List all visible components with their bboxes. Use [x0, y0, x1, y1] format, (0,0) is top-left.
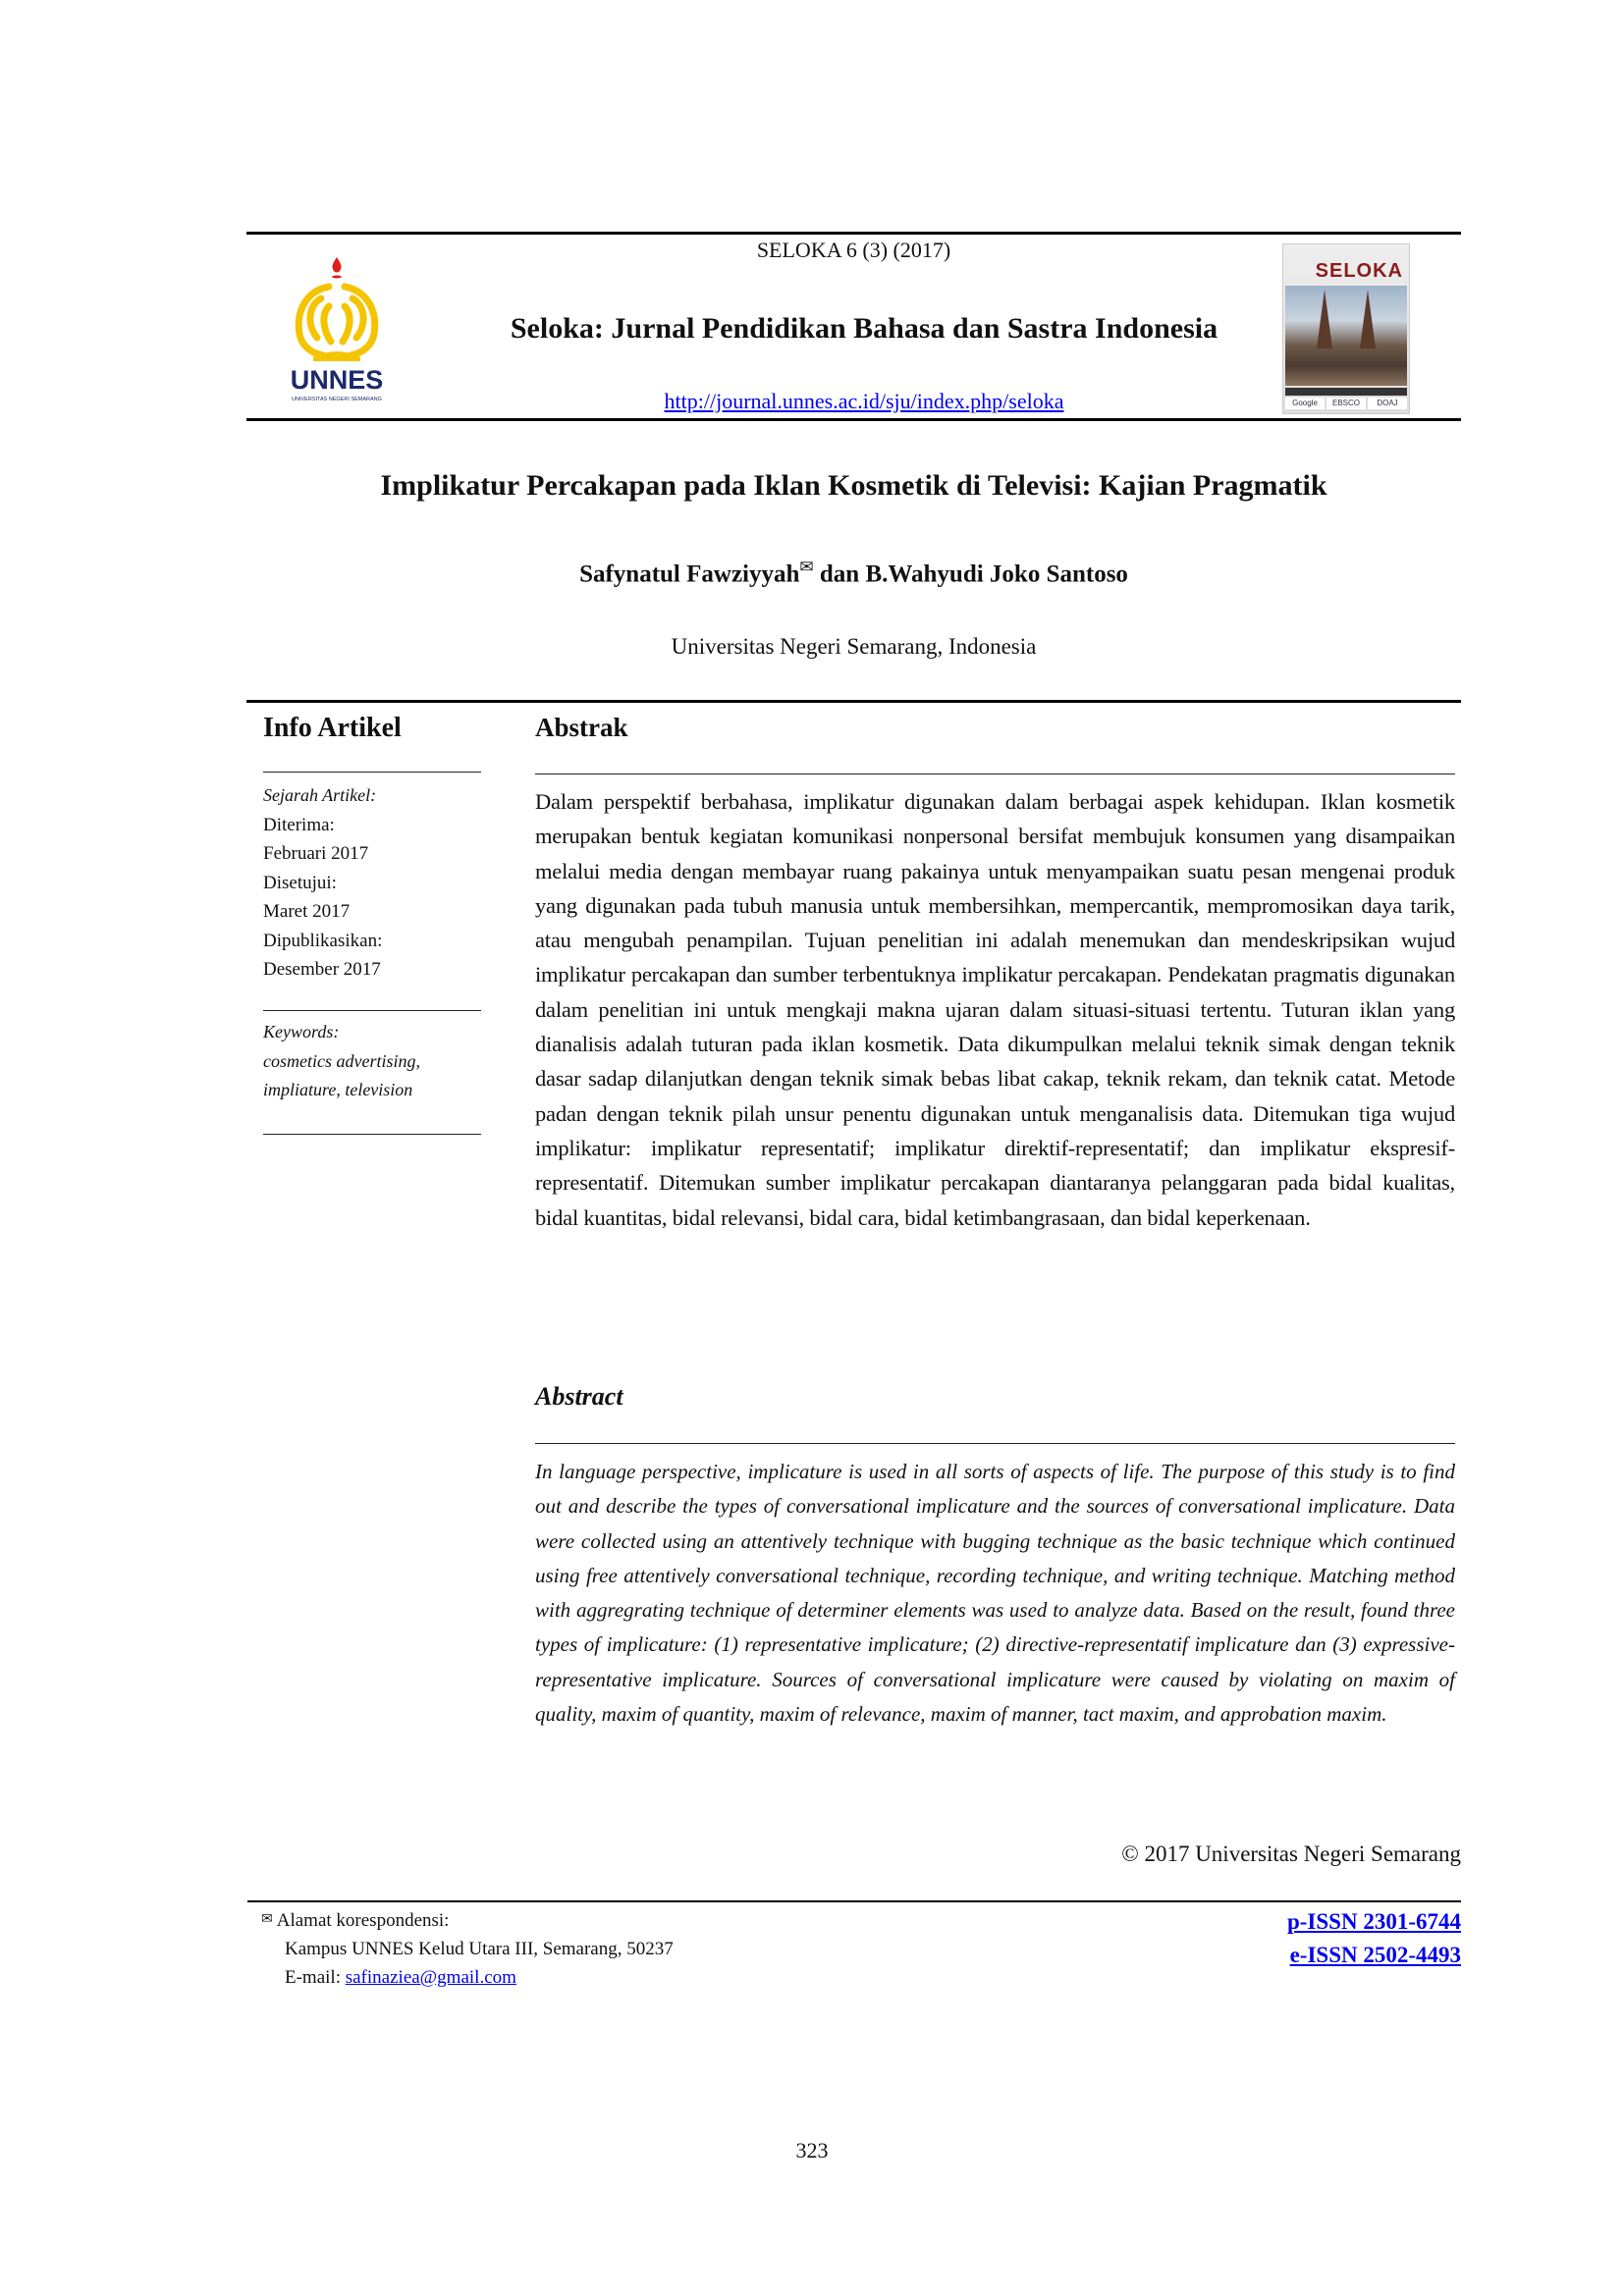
info-rule: [263, 1134, 481, 1135]
info-rule: [263, 772, 481, 773]
cover-tower-shape: [1317, 290, 1332, 348]
affiliation: Universitas Negeri Semarang, Indonesia: [671, 634, 1037, 659]
author-2: dan B.Wahyudi Joko Santoso: [813, 561, 1128, 588]
abstract-rule: [535, 1443, 1455, 1444]
abstract-heading: Abstract: [535, 1382, 623, 1411]
email-link[interactable]: safinaziea@gmail.com: [345, 1967, 516, 1988]
correspondence-label: Alamat korespondensi:: [276, 1910, 450, 1931]
info-artikel-heading: Info Artikel: [263, 713, 402, 743]
copyright: © 2017 Universitas Negeri Semarang: [1121, 1842, 1461, 1866]
cover-strip: [1285, 388, 1407, 396]
header-top-rule: [246, 232, 1461, 235]
correspondence-address: Kampus UNNES Kelud Utara III, Semarang, 50237: [285, 1939, 674, 1959]
envelope-icon: ✉: [261, 1912, 273, 1927]
cover-indexing-logos: [1285, 398, 1407, 409]
correspondence-block: [261, 1905, 674, 1992]
cover-logo: Google: [1285, 398, 1325, 409]
unnes-logo: [278, 251, 396, 408]
cover-photo: [1285, 286, 1407, 386]
accepted-label: Disetujui:: [263, 872, 337, 893]
article-title: Implikatur Percakapan pada Iklan Kosmetik di Televisi: Kajian Pragmatik: [380, 469, 1327, 502]
svg-text:UNIVERSITAS NEGERI SEMARANG: UNIVERSITAS NEGERI SEMARANG: [292, 397, 382, 402]
p-issn-link[interactable]: p-ISSN 2301-6744: [1286, 1909, 1461, 1934]
history-label: Sejarah Artikel:: [263, 785, 377, 805]
e-issn-link[interactable]: e-ISSN 2502-4493: [1289, 1943, 1461, 1967]
page-number: 323: [795, 2138, 829, 2163]
footer-rule: [247, 1900, 1461, 1902]
abstrak-heading: Abstrak: [535, 713, 628, 742]
cover-tower-shape: [1360, 290, 1376, 348]
abstrak-body: Dalam perspektif berbahasa, implikatur digunakan dalam berbagai aspek kehidupan. Iklan kosmetik merupakan bentuk kegiatan komunikasi nonpersonal bersifat membujuk konsumen yang disampaikan melalui media dengan membayar ruang pakainya untuk menyampaikan suatu pesan mengenai produk yang digunakan pada tubuh manusia untuk membersihkan, mempercantik, mempromosikan daya tarik, atau mengubah penampilan. Tujuan penelitian ini adalah menemukan dan mendeskripsikan wujud implikatur percakapan dan sumber terbentuknya implikatur percakapan. Pendekatan pragmatis digunakan dalam penelitian ini untuk mengkaji makna ujaran dalam situasi-situasi tertentu. Tuturan iklan yang dianalisis adalah tuturan pada iklan kosmetik. Data dikumpulkan melalui teknik simak dengan teknik dasar sadap dilanjutkan dengan teknik simak bebas libat cakap, teknik rekam, dan teknik catat. Metode padan dengan teknik pilah unsur penentu digunakan untuk menganalisis data. Ditemukan tiga wujud implikatur: implikatur representatif; implikatur direktif-representatif; dan implikatur ekspresif-representatif. Ditemukan sumber implikatur percakapan diantaranya pelanggaran pada bidal kualitas, bidal kuantitas, bidal relevansi, bidal cara, bidal ketimbangrasaan, dan bidal keperkenaan.: [535, 789, 1455, 1230]
author-1: Safynatul Fawziyyah: [579, 561, 800, 588]
article-authors: [246, 558, 1461, 588]
journal-url-link[interactable]: http://journal.unnes.ac.id/sju/index.php/seloka: [664, 389, 1064, 413]
article-history: [263, 781, 481, 985]
envelope-icon: ✉: [799, 558, 814, 576]
email-label: E-mail:: [285, 1967, 346, 1988]
accepted-date: Maret 2017: [263, 901, 351, 922]
header-bottom-rule: [246, 418, 1461, 421]
info-rule: [263, 1010, 481, 1011]
cover-title: SELOKA: [1315, 260, 1403, 282]
keywords-line: cosmetics advertising,: [263, 1050, 420, 1071]
published-date: Desember 2017: [263, 959, 381, 980]
keywords-label: Keywords:: [263, 1022, 340, 1041]
journal-cover-image: [1282, 243, 1410, 414]
abstract-body: In language perspective, implicature is used in all sorts of aspects of life. The purpose of this study is to find out and describe the types of conversational implicature and the sources of conversational implicature. Data were collected using an attentively technique with bugging technique as the basic technique which continued using free attentively conversational technique, recording technique, and writing technique. Matching method with aggregrating technique of determiner elements was used to analyze data. Based on the result, found three types of implicature: (1) representative implicature; (2) directive-representatif implicature dan (3) expressive-representative implicature. Sources of conversational implicature were caused by violating on maxim of quality, maxim of quantity, maxim of relevance, maxim of manner, tact maxim, and approbation maxim.: [535, 1460, 1455, 1727]
keywords-block: [263, 1018, 481, 1105]
unnes-emblem-icon: [278, 251, 396, 408]
received-label: Diterima:: [263, 814, 335, 835]
svg-text:UNNES: UNNES: [290, 365, 384, 395]
keywords-line: impliature, television: [263, 1080, 413, 1099]
journal-title: Seloka: Jurnal Pendidikan Bahasa dan Sastra Indonesia: [510, 312, 1218, 345]
section-top-rule: [246, 700, 1461, 703]
cover-logo: DOAJ: [1368, 398, 1407, 409]
cover-logo: EBSCO: [1326, 398, 1366, 409]
received-date: Februari 2017: [263, 843, 369, 864]
published-label: Dipublikasikan:: [263, 930, 383, 951]
journal-issue: SELOKA 6 (3) (2017): [756, 238, 951, 262]
journal-url-container: [432, 389, 1296, 414]
email-line: [261, 1963, 674, 1992]
issn-block: [1287, 1905, 1461, 1972]
